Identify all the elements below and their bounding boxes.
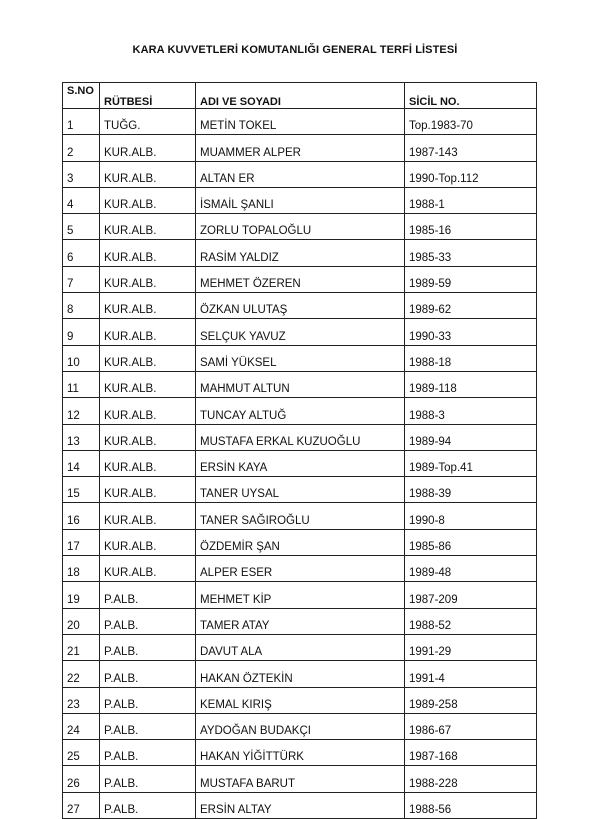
registry-number-cell: 1989-94: [405, 424, 537, 450]
name-cell: MEHMET KİP: [196, 582, 405, 608]
rank-cell: KUR.ALB.: [100, 556, 196, 582]
row-number-cell: 11: [63, 371, 100, 397]
table-row: [63, 135, 537, 161]
name-cell: RASİM YALDIZ: [196, 240, 405, 266]
registry-number-cell: Top.1983-70: [405, 109, 537, 135]
registry-number-cell: 1987-143: [405, 135, 537, 161]
registry-number-cell: 1987-209: [405, 582, 537, 608]
rank-cell: P.ALB.: [100, 661, 196, 687]
rank-cell: P.ALB.: [100, 792, 196, 818]
row-number-cell: 6: [63, 240, 100, 266]
row-number-cell: 25: [63, 740, 100, 766]
row-number-cell: 10: [63, 345, 100, 371]
name-cell: DAVUT ALA: [196, 634, 405, 660]
table-row: [63, 766, 537, 792]
rank-cell: KUR.ALB.: [100, 293, 196, 319]
table-row: [63, 792, 537, 818]
table-row: [63, 477, 537, 503]
rank-cell: KUR.ALB.: [100, 266, 196, 292]
row-number-cell: 21: [63, 634, 100, 660]
registry-number-cell: 1990-Top.112: [405, 161, 537, 187]
rank-cell: P.ALB.: [100, 687, 196, 713]
row-number-cell: 20: [63, 608, 100, 634]
rank-cell: TUĞG.: [100, 109, 196, 135]
registry-number-cell: 1989-Top.41: [405, 450, 537, 476]
rank-cell: KUR.ALB.: [100, 477, 196, 503]
registry-number-cell: 1991-4: [405, 661, 537, 687]
row-number-cell: 15: [63, 477, 100, 503]
row-number-cell: 16: [63, 503, 100, 529]
table-row: [63, 214, 537, 240]
rank-cell: P.ALB.: [100, 634, 196, 660]
row-number-cell: 24: [63, 713, 100, 739]
name-cell: ÖZDEMİR ŞAN: [196, 529, 405, 555]
table-row: [63, 450, 537, 476]
table-row: [63, 109, 537, 135]
name-cell: TAMER ATAY: [196, 608, 405, 634]
column-header-registry: SİCİL NO.: [405, 83, 537, 109]
row-number-cell: 14: [63, 450, 100, 476]
table-row: [63, 187, 537, 213]
registry-number-cell: 1989-59: [405, 266, 537, 292]
row-number-cell: 18: [63, 556, 100, 582]
registry-number-cell: 1988-52: [405, 608, 537, 634]
registry-number-cell: 1988-56: [405, 792, 537, 818]
name-cell: TANER SAĞIROĞLU: [196, 503, 405, 529]
name-cell: İSMAİL ŞANLI: [196, 187, 405, 213]
table-row: [63, 161, 537, 187]
row-number-cell: 22: [63, 661, 100, 687]
rank-cell: P.ALB.: [100, 766, 196, 792]
registry-number-cell: 1989-62: [405, 293, 537, 319]
rank-cell: KUR.ALB.: [100, 161, 196, 187]
row-number-cell: 27: [63, 792, 100, 818]
row-number-cell: 13: [63, 424, 100, 450]
name-cell: HAKAN ÖZTEKİN: [196, 661, 405, 687]
name-cell: MUSTAFA ERKAL KUZUOĞLU: [196, 424, 405, 450]
table-row: [63, 529, 537, 555]
rank-cell: KUR.ALB.: [100, 319, 196, 345]
rank-cell: P.ALB.: [100, 582, 196, 608]
table-row: [63, 345, 537, 371]
row-number-cell: 5: [63, 214, 100, 240]
registry-number-cell: 1988-39: [405, 477, 537, 503]
row-number-cell: 1: [63, 109, 100, 135]
name-cell: ÖZKAN ULUTAŞ: [196, 293, 405, 319]
name-cell: AYDOĞAN BUDAKÇI: [196, 713, 405, 739]
row-number-cell: 26: [63, 766, 100, 792]
registry-number-cell: 1987-168: [405, 740, 537, 766]
name-cell: ALTAN ER: [196, 161, 405, 187]
row-number-cell: 19: [63, 582, 100, 608]
column-header-sno: S.NO: [63, 83, 100, 109]
name-cell: TANER UYSAL: [196, 477, 405, 503]
rank-cell: P.ALB.: [100, 740, 196, 766]
registry-number-cell: 1989-48: [405, 556, 537, 582]
table-header-row: [63, 83, 537, 109]
registry-number-cell: 1985-33: [405, 240, 537, 266]
name-cell: MAHMUT ALTUN: [196, 371, 405, 397]
name-cell: HAKAN YİĞİTTÜRK: [196, 740, 405, 766]
table-row: [63, 424, 537, 450]
registry-number-cell: 1988-18: [405, 345, 537, 371]
row-number-cell: 2: [63, 135, 100, 161]
registry-number-cell: 1985-86: [405, 529, 537, 555]
table-row: [63, 582, 537, 608]
row-number-cell: 4: [63, 187, 100, 213]
registry-number-cell: 1990-8: [405, 503, 537, 529]
registry-number-cell: 1988-3: [405, 398, 537, 424]
row-number-cell: 9: [63, 319, 100, 345]
row-number-cell: 12: [63, 398, 100, 424]
row-number-cell: 7: [63, 266, 100, 292]
registry-number-cell: 1989-118: [405, 371, 537, 397]
registry-number-cell: 1991-29: [405, 634, 537, 660]
row-number-cell: 8: [63, 293, 100, 319]
name-cell: SAMİ YÜKSEL: [196, 345, 405, 371]
name-cell: KEMAL KIRIŞ: [196, 687, 405, 713]
registry-number-cell: 1988-1: [405, 187, 537, 213]
name-cell: ALPER ESER: [196, 556, 405, 582]
table-row: [63, 687, 537, 713]
table-row: [63, 634, 537, 660]
row-number-cell: 23: [63, 687, 100, 713]
name-cell: SELÇUK YAVUZ: [196, 319, 405, 345]
table-row: [63, 371, 537, 397]
rank-cell: KUR.ALB.: [100, 214, 196, 240]
row-number-cell: 17: [63, 529, 100, 555]
table-row: [63, 266, 537, 292]
rank-cell: KUR.ALB.: [100, 240, 196, 266]
rank-cell: KUR.ALB.: [100, 187, 196, 213]
rank-cell: KUR.ALB.: [100, 529, 196, 555]
table-row: [63, 240, 537, 266]
name-cell: ERSİN ALTAY: [196, 792, 405, 818]
rank-cell: P.ALB.: [100, 713, 196, 739]
registry-number-cell: 1988-228: [405, 766, 537, 792]
promotion-table: [62, 82, 537, 819]
column-header-rank: RÜTBESİ: [100, 83, 196, 109]
table-body: [63, 109, 537, 819]
registry-number-cell: 1986-67: [405, 713, 537, 739]
table-row: [63, 713, 537, 739]
name-cell: MUAMMER ALPER: [196, 135, 405, 161]
rank-cell: KUR.ALB.: [100, 371, 196, 397]
table-row: [63, 661, 537, 687]
table-row: [63, 503, 537, 529]
rank-cell: KUR.ALB.: [100, 135, 196, 161]
name-cell: MUSTAFA BARUT: [196, 766, 405, 792]
table-row: [63, 608, 537, 634]
document-title: KARA KUVVETLERİ KOMUTANLIĞI GENERAL TERFİ LİSTESİ: [132, 44, 458, 56]
registry-number-cell: 1989-258: [405, 687, 537, 713]
rank-cell: KUR.ALB.: [100, 345, 196, 371]
rank-cell: KUR.ALB.: [100, 398, 196, 424]
rank-cell: KUR.ALB.: [100, 450, 196, 476]
table-row: [63, 398, 537, 424]
name-cell: MEHMET ÖZEREN: [196, 266, 405, 292]
name-cell: ZORLU TOPALOĞLU: [196, 214, 405, 240]
rank-cell: P.ALB.: [100, 608, 196, 634]
rank-cell: KUR.ALB.: [100, 424, 196, 450]
table-row: [63, 319, 537, 345]
table-row: [63, 740, 537, 766]
name-cell: ERSİN KAYA: [196, 450, 405, 476]
name-cell: TUNCAY ALTUĞ: [196, 398, 405, 424]
table-row: [63, 556, 537, 582]
column-header-name: ADI VE SOYADI: [196, 83, 405, 109]
table-row: [63, 293, 537, 319]
name-cell: METİN TOKEL: [196, 109, 405, 135]
registry-number-cell: 1985-16: [405, 214, 537, 240]
registry-number-cell: 1990-33: [405, 319, 537, 345]
rank-cell: KUR.ALB.: [100, 503, 196, 529]
row-number-cell: 3: [63, 161, 100, 187]
